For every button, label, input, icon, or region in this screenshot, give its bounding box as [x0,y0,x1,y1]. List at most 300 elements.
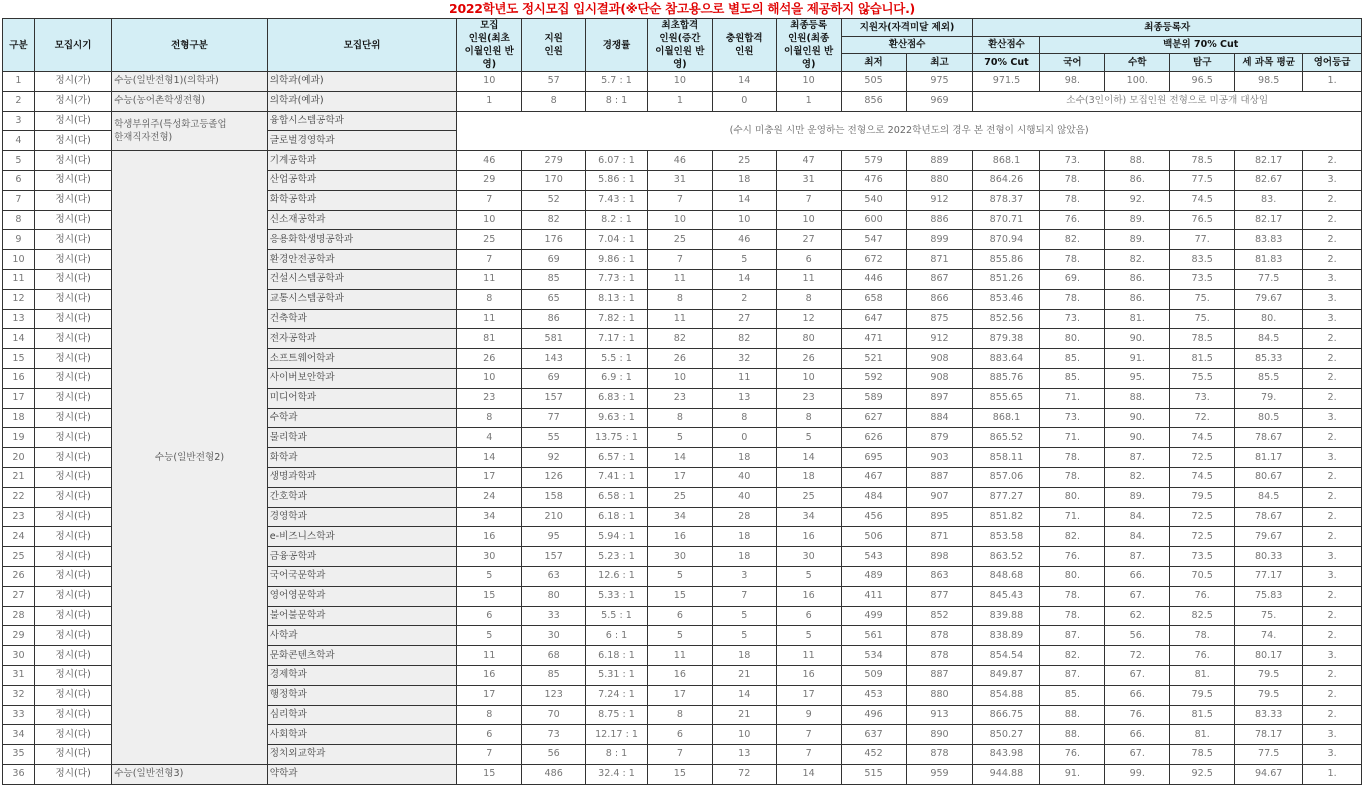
max-score-cell: 884 [906,408,973,428]
dept-cell: 응용화학생명공학과 [267,230,457,250]
period-cell: 정시(다) [34,329,111,349]
max-score-cell: 975 [906,72,973,92]
min-score-cell: 627 [841,408,906,428]
header-applicant-group: 지원자(자격미달 제외) [841,19,973,37]
max-score-cell: 871 [906,527,973,547]
final-reg-cell: 8 [776,289,841,309]
first-pass-cell: 8 [647,289,712,309]
korean-cell: 78. [1040,586,1105,606]
inquiry-cell: 75. [1170,309,1235,329]
extra-pass-cell: 13 [712,745,776,765]
max-score-cell: 908 [906,349,973,369]
max-score-cell: 879 [906,428,973,448]
min-score-cell: 456 [841,507,906,527]
final-reg-cell: 10 [776,210,841,230]
table-row [3,151,1362,171]
dept-cell: 간호학과 [267,487,457,507]
final-reg-cell: 30 [776,547,841,567]
first-pass-cell: 7 [647,745,712,765]
cut70-cell: 883.64 [973,349,1040,369]
avg3-cell: 85.5 [1235,368,1303,388]
korean-cell: 73. [1040,309,1105,329]
applicants-cell: 65 [522,289,586,309]
cut70-cell: 971.5 [973,72,1040,92]
dept-cell: 화학공학과 [267,190,457,210]
period-cell: 정시(다) [34,151,111,171]
avg3-cell: 77.17 [1235,566,1303,586]
header-max: 최고 [906,54,973,72]
first-pass-cell: 10 [647,72,712,92]
avg3-cell: 77.5 [1235,745,1303,765]
inquiry-cell: 72.5 [1170,507,1235,527]
applicants-cell: 210 [522,507,586,527]
first-pass-cell: 11 [647,309,712,329]
quota-cell: 17 [457,685,522,705]
first-pass-cell: 5 [647,428,712,448]
extra-pass-cell: 27 [712,309,776,329]
math-cell: 76. [1105,705,1170,725]
korean-cell: 80. [1040,566,1105,586]
inquiry-cell: 78. [1170,626,1235,646]
avg3-cell: 77.5 [1235,269,1303,289]
row-number: 33 [3,705,35,725]
math-cell: 84. [1105,507,1170,527]
math-cell: 95. [1105,368,1170,388]
cut70-cell: 838.89 [973,626,1040,646]
final-reg-cell: 5 [776,566,841,586]
period-cell: 정시(다) [34,467,111,487]
math-cell: 81. [1105,309,1170,329]
extra-pass-cell: 2 [712,289,776,309]
row-number: 31 [3,665,35,685]
inquiry-cell: 81.5 [1170,349,1235,369]
first-pass-cell: 8 [647,408,712,428]
quota-cell: 8 [457,408,522,428]
final-reg-cell: 26 [776,349,841,369]
inquiry-cell: 77. [1170,230,1235,250]
period-cell: 정시(다) [34,269,111,289]
ratio-cell: 6.18 : 1 [586,507,648,527]
english-cell: 3. [1303,408,1362,428]
cut70-cell: 839.88 [973,606,1040,626]
quota-cell: 14 [457,448,522,468]
final-reg-cell: 34 [776,507,841,527]
row-number: 30 [3,646,35,666]
inquiry-cell: 96.5 [1170,72,1235,92]
min-score-cell: 540 [841,190,906,210]
min-score-cell: 489 [841,566,906,586]
korean-cell: 82. [1040,230,1105,250]
final-reg-cell: 9 [776,705,841,725]
table-row [3,72,1362,92]
extra-pass-cell: 18 [712,646,776,666]
ratio-cell: 6.58 : 1 [586,487,648,507]
period-cell: 정시(다) [34,566,111,586]
ratio-cell: 7.24 : 1 [586,685,648,705]
ratio-cell: 5.5 : 1 [586,349,648,369]
dept-cell: 사이버보안학과 [267,368,457,388]
row-number: 35 [3,745,35,765]
ratio-cell: 5.31 : 1 [586,665,648,685]
ratio-cell: 8 : 1 [586,91,648,111]
cut70-cell: 851.82 [973,507,1040,527]
type-cell: 수능(일반전형1)(의학과) [112,72,268,92]
cut70-cell: 853.58 [973,527,1040,547]
min-score-cell: 446 [841,269,906,289]
dept-cell: 전자공학과 [267,329,457,349]
korean-cell: 73. [1040,151,1105,171]
applicants-cell: 70 [522,705,586,725]
min-score-cell: 509 [841,665,906,685]
math-cell: 89. [1105,487,1170,507]
period-cell: 정시(다) [34,210,111,230]
min-score-cell: 411 [841,586,906,606]
cut70-cell: 866.75 [973,705,1040,725]
english-cell: 2. [1303,467,1362,487]
cut70-cell: 855.86 [973,250,1040,270]
math-cell: 89. [1105,210,1170,230]
min-score-cell: 561 [841,626,906,646]
avg3-cell: 82.17 [1235,151,1303,171]
min-score-cell: 452 [841,745,906,765]
max-score-cell: 852 [906,606,973,626]
english-cell: 2. [1303,250,1362,270]
dept-cell: 환경안전공학과 [267,250,457,270]
header-math: 수학 [1105,54,1170,72]
final-reg-cell: 5 [776,428,841,448]
period-cell: 정시(다) [34,606,111,626]
ratio-cell: 7.82 : 1 [586,309,648,329]
first-pass-cell: 5 [647,566,712,586]
dept-cell: 영어영문학과 [267,586,457,606]
admission-results-table [2,18,1362,785]
extra-pass-cell: 40 [712,487,776,507]
cut70-cell: 858.11 [973,448,1040,468]
korean-cell: 78. [1040,289,1105,309]
quota-cell: 15 [457,586,522,606]
applicants-cell: 143 [522,349,586,369]
english-cell: 1. [1303,72,1362,92]
english-cell: 2. [1303,487,1362,507]
period-cell: 정시(다) [34,507,111,527]
header-type: 전형구분 [112,19,268,72]
row-number: 5 [3,151,35,171]
math-cell: 72. [1105,646,1170,666]
first-pass-cell: 15 [647,764,712,784]
korean-cell: 82. [1040,527,1105,547]
final-reg-cell: 16 [776,586,841,606]
first-pass-cell: 17 [647,467,712,487]
cut70-cell: 845.43 [973,586,1040,606]
period-cell: 정시(다) [34,487,111,507]
min-score-cell: 856 [841,91,906,111]
final-reg-cell: 5 [776,626,841,646]
first-pass-cell: 1 [647,91,712,111]
row-number: 10 [3,250,35,270]
period-cell: 정시(다) [34,527,111,547]
avg3-cell: 79.5 [1235,665,1303,685]
row-number: 6 [3,170,35,190]
inquiry-cell: 81. [1170,665,1235,685]
type-cell: 수능(일반전형3) [112,764,268,784]
min-score-cell: 506 [841,527,906,547]
first-pass-cell: 7 [647,190,712,210]
period-cell: 정시(다) [34,230,111,250]
max-score-cell: 887 [906,467,973,487]
row-number: 23 [3,507,35,527]
inquiry-cell: 73. [1170,388,1235,408]
max-score-cell: 877 [906,586,973,606]
type-cell: 학생부위주(특성화고등졸업 한재직자전형) [112,111,268,151]
row-number: 8 [3,210,35,230]
extra-pass-cell: 82 [712,329,776,349]
applicants-cell: 95 [522,527,586,547]
period-cell: 정시(가) [34,91,111,111]
quota-cell: 23 [457,388,522,408]
min-score-cell: 600 [841,210,906,230]
math-cell: 87. [1105,448,1170,468]
inquiry-cell: 73.5 [1170,269,1235,289]
min-score-cell: 695 [841,448,906,468]
max-score-cell: 878 [906,626,973,646]
english-cell: 3. [1303,745,1362,765]
avg3-cell: 81.83 [1235,250,1303,270]
max-score-cell: 866 [906,289,973,309]
dept-cell: 금융공학과 [267,547,457,567]
not-conducted-note: (수시 미충원 시만 운영하는 전형으로 2022학년도의 경우 본 전형이 시행되지 않았음) [457,111,1362,151]
applicants-cell: 77 [522,408,586,428]
quota-cell: 11 [457,646,522,666]
applicants-cell: 82 [522,210,586,230]
inquiry-cell: 74.5 [1170,190,1235,210]
max-score-cell: 912 [906,329,973,349]
period-cell: 정시(다) [34,428,111,448]
applicants-cell: 30 [522,626,586,646]
row-number: 29 [3,626,35,646]
row-number: 18 [3,408,35,428]
row-number: 11 [3,269,35,289]
math-cell: 67. [1105,586,1170,606]
avg3-cell: 79.5 [1235,685,1303,705]
quota-cell: 6 [457,606,522,626]
dept-cell: 생명과학과 [267,467,457,487]
row-number: 25 [3,547,35,567]
applicants-cell: 52 [522,190,586,210]
english-cell: 3. [1303,309,1362,329]
english-cell: 1. [1303,764,1362,784]
period-cell: 정시(가) [34,72,111,92]
cut70-cell: 877.27 [973,487,1040,507]
header-avg3: 세 과목 평균 [1235,54,1303,72]
applicants-cell: 126 [522,467,586,487]
min-score-cell: 521 [841,349,906,369]
math-cell: 84. [1105,527,1170,547]
min-score-cell: 672 [841,250,906,270]
korean-cell: 69. [1040,269,1105,289]
english-cell: 3. [1303,289,1362,309]
korean-cell: 76. [1040,745,1105,765]
applicants-cell: 8 [522,91,586,111]
extra-pass-cell: 5 [712,626,776,646]
avg3-cell: 78.67 [1235,507,1303,527]
dept-cell: 국어국문학과 [267,566,457,586]
dept-cell: 교통시스템공학과 [267,289,457,309]
min-score-cell: 547 [841,230,906,250]
avg3-cell: 75. [1235,606,1303,626]
extra-pass-cell: 0 [712,91,776,111]
dept-cell: 문화콘텐츠학과 [267,646,457,666]
cut70-cell: 849.87 [973,665,1040,685]
extra-pass-cell: 72 [712,764,776,784]
ratio-cell: 5.86 : 1 [586,170,648,190]
period-cell: 정시(다) [34,368,111,388]
header-english: 영어등급 [1303,54,1362,72]
extra-pass-cell: 13 [712,388,776,408]
cut70-cell: 863.52 [973,547,1040,567]
period-cell: 정시(다) [34,626,111,646]
row-number: 17 [3,388,35,408]
korean-cell: 87. [1040,626,1105,646]
final-reg-cell: 31 [776,170,841,190]
applicants-cell: 85 [522,269,586,289]
korean-cell: 88. [1040,705,1105,725]
cut70-cell: 878.37 [973,190,1040,210]
math-cell: 67. [1105,745,1170,765]
avg3-cell: 82.67 [1235,170,1303,190]
extra-pass-cell: 0 [712,428,776,448]
min-score-cell: 453 [841,685,906,705]
ratio-cell: 8.2 : 1 [586,210,648,230]
math-cell: 88. [1105,151,1170,171]
extra-pass-cell: 5 [712,606,776,626]
korean-cell: 78. [1040,448,1105,468]
first-pass-cell: 15 [647,586,712,606]
max-score-cell: 871 [906,250,973,270]
row-number: 22 [3,487,35,507]
ratio-cell: 5.23 : 1 [586,547,648,567]
inquiry-cell: 74.5 [1170,428,1235,448]
min-score-cell: 467 [841,467,906,487]
period-cell: 정시(다) [34,646,111,666]
quota-cell: 17 [457,467,522,487]
avg3-cell: 74. [1235,626,1303,646]
first-pass-cell: 10 [647,210,712,230]
final-reg-cell: 47 [776,151,841,171]
final-reg-cell: 14 [776,764,841,784]
final-reg-cell: 7 [776,190,841,210]
dept-cell: 사학과 [267,626,457,646]
inquiry-cell: 76.5 [1170,210,1235,230]
dept-cell: e-비즈니스학과 [267,527,457,547]
avg3-cell: 84.5 [1235,487,1303,507]
quota-cell: 7 [457,250,522,270]
english-cell: 2. [1303,507,1362,527]
period-cell: 정시(다) [34,586,111,606]
final-reg-cell: 10 [776,368,841,388]
extra-pass-cell: 21 [712,705,776,725]
english-cell: 3. [1303,448,1362,468]
row-number: 2 [3,91,35,111]
math-cell: 67. [1105,665,1170,685]
max-score-cell: 899 [906,230,973,250]
applicants-cell: 57 [522,72,586,92]
applicants-cell: 73 [522,725,586,745]
header-final-reg: 최종등록 인원(최종 이월인원 반 영) [776,19,841,72]
first-pass-cell: 6 [647,725,712,745]
korean-cell: 85. [1040,685,1105,705]
header-quota: 모집 인원(최초 이월인원 반 영) [457,19,522,72]
min-score-cell: 515 [841,764,906,784]
first-pass-cell: 82 [647,329,712,349]
inquiry-cell: 79.5 [1170,685,1235,705]
extra-pass-cell: 5 [712,250,776,270]
dept-cell: 심리학과 [267,705,457,725]
final-reg-cell: 6 [776,606,841,626]
avg3-cell: 82.17 [1235,210,1303,230]
applicants-cell: 33 [522,606,586,626]
first-pass-cell: 10 [647,368,712,388]
math-cell: 66. [1105,566,1170,586]
max-score-cell: 959 [906,764,973,784]
english-cell: 3. [1303,547,1362,567]
ratio-cell: 8.75 : 1 [586,705,648,725]
header-cut70: 70% Cut [973,54,1040,72]
max-score-cell: 863 [906,566,973,586]
row-number: 16 [3,368,35,388]
row-number: 36 [3,764,35,784]
final-reg-cell: 7 [776,745,841,765]
applicants-cell: 63 [522,566,586,586]
first-pass-cell: 34 [647,507,712,527]
header-period: 모집시기 [34,19,111,72]
ratio-cell: 6.9 : 1 [586,368,648,388]
inquiry-cell: 76. [1170,586,1235,606]
period-cell: 정시(다) [34,685,111,705]
cut70-cell: 850.27 [973,725,1040,745]
math-cell: 82. [1105,250,1170,270]
extra-pass-cell: 28 [712,507,776,527]
undisclosed-note: 소수(3인이하) 모집인원 전형으로 미공개 대상임 [973,91,1362,111]
math-cell: 62. [1105,606,1170,626]
ratio-cell: 7.41 : 1 [586,467,648,487]
max-score-cell: 878 [906,745,973,765]
english-cell: 2. [1303,230,1362,250]
english-cell: 2. [1303,586,1362,606]
quota-cell: 30 [457,547,522,567]
english-cell: 2. [1303,685,1362,705]
quota-cell: 46 [457,151,522,171]
ratio-cell: 6.83 : 1 [586,388,648,408]
header-dept: 모집단위 [267,19,457,72]
final-reg-cell: 27 [776,230,841,250]
avg3-cell: 79.67 [1235,527,1303,547]
extra-pass-cell: 46 [712,230,776,250]
math-cell: 82. [1105,467,1170,487]
korean-cell: 78. [1040,250,1105,270]
applicants-cell: 69 [522,368,586,388]
ratio-cell: 9.63 : 1 [586,408,648,428]
cut70-cell: 870.94 [973,230,1040,250]
row-number: 12 [3,289,35,309]
korean-cell: 78. [1040,170,1105,190]
korean-cell: 71. [1040,428,1105,448]
row-number: 15 [3,349,35,369]
max-score-cell: 880 [906,685,973,705]
final-reg-cell: 6 [776,250,841,270]
final-reg-cell: 18 [776,467,841,487]
korean-cell: 88. [1040,725,1105,745]
header-reg-score: 환산점수 [973,36,1040,54]
